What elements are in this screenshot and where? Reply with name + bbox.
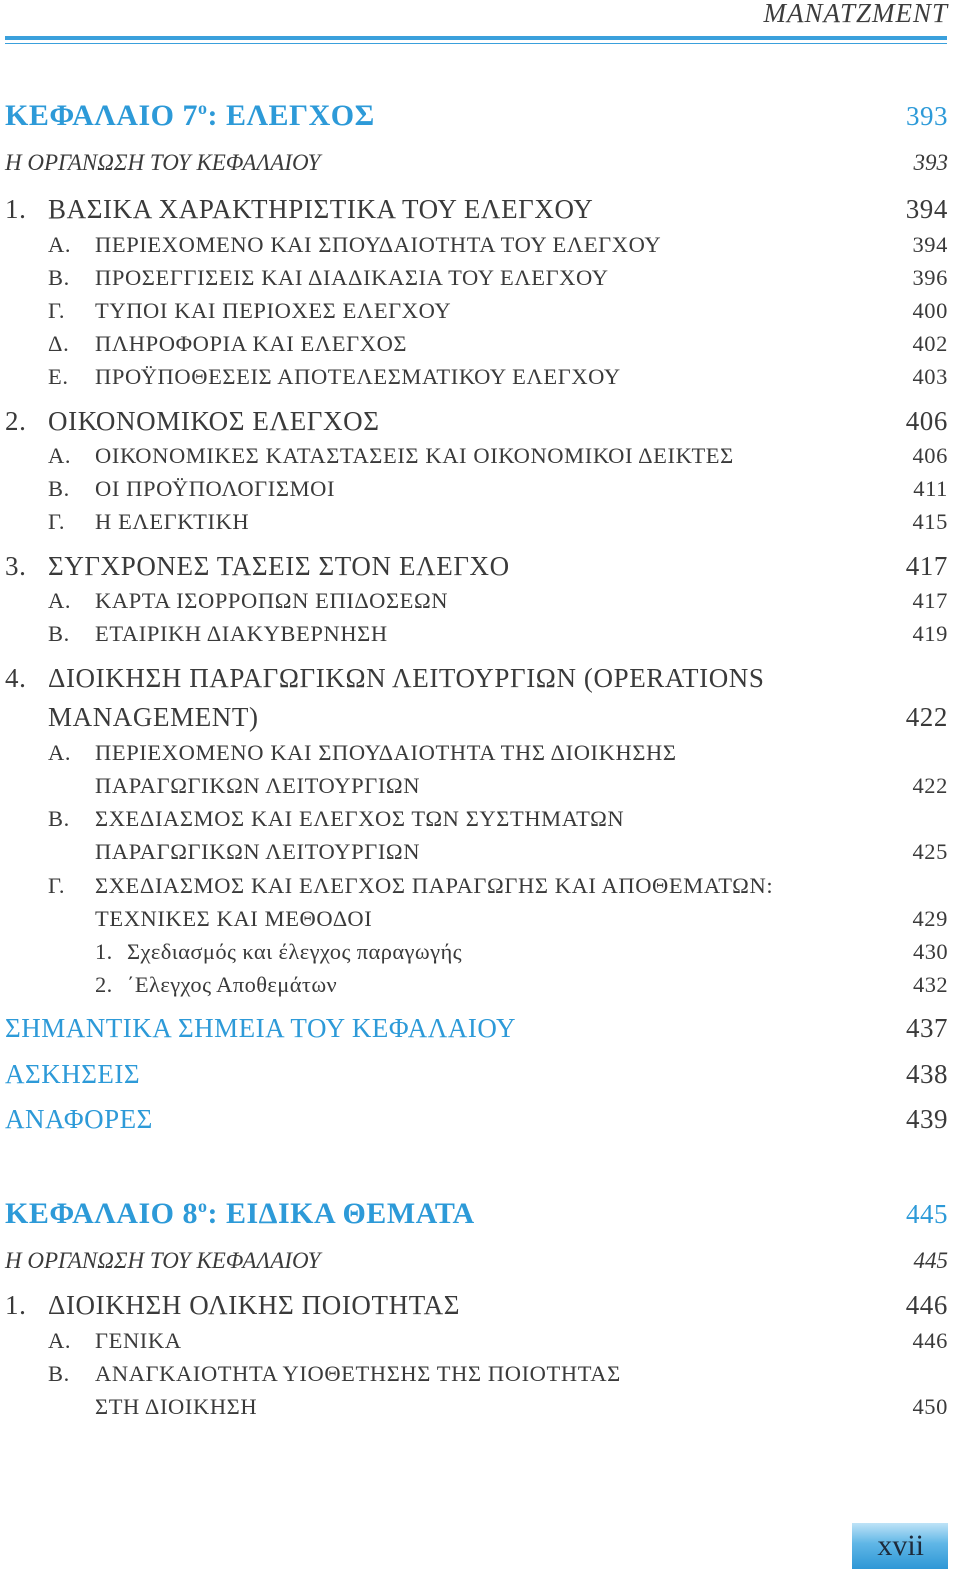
chapter-7-page: 393 xyxy=(906,101,948,131)
subsubsection-4c1[interactable] xyxy=(5,939,948,965)
subsection-letter: Α. xyxy=(48,740,72,765)
section-number: 2. xyxy=(5,406,27,436)
section-title: ΟΙΚΟΝΟΜΙΚΟΣ ΕΛΕΓΧΟΣ xyxy=(48,406,380,436)
subsection-title: ΕΤΑΙΡΙΚΗ ΔΙΑΚΥΒΕΡΝΗΣΗ xyxy=(95,621,388,646)
section-number: 1. xyxy=(5,1290,27,1320)
section-page: 446 xyxy=(905,1290,948,1320)
subsection-letter: Β. xyxy=(48,476,70,501)
subsection-page: 422 xyxy=(912,773,948,798)
section-3[interactable] xyxy=(5,551,948,582)
subsection-page: 429 xyxy=(912,906,948,931)
ch8-subsection-1a[interactable] xyxy=(5,1328,948,1354)
subsection-title: ΠΛΗΡΟΦΟΡΙΑ ΚΑΙ ΕΛΕΓΧΟΣ xyxy=(95,331,408,356)
subsection-4a-line2[interactable] xyxy=(5,773,948,799)
section-page: 394 xyxy=(905,194,948,224)
subsubsection-number: 2. xyxy=(95,972,113,997)
subsection-page: 403 xyxy=(912,364,948,389)
section-title: ΒΑΣΙΚΑ ΧΑΡΑΚΤΗΡΙΣΤΙΚΑ ΤΟΥ ΕΛΕΓΧΟΥ xyxy=(48,194,594,224)
subsection-title-continued: ΤΕΧΝΙΚΕΣ ΚΑΙ ΜΕΘΟΔΟΙ xyxy=(95,906,373,931)
organization-page: 445 xyxy=(913,1248,948,1273)
section-title: ΔΙΟΙΚΗΣΗ ΟΛΙΚΗΣ ΠΟΙΟΤΗΤΑΣ xyxy=(48,1290,461,1320)
page-number-badge xyxy=(852,1523,948,1569)
subsection-3b[interactable] xyxy=(5,621,948,647)
key-points-page: 437 xyxy=(906,1013,948,1043)
section-page: 422 xyxy=(905,702,948,732)
chapter-7-organization[interactable] xyxy=(5,150,948,176)
subsection-4b-line2[interactable] xyxy=(5,839,948,865)
subsection-page: 402 xyxy=(912,331,948,356)
subsection-page: 446 xyxy=(912,1328,948,1353)
subsection-1b[interactable] xyxy=(5,265,948,291)
chapter-8-organization[interactable] xyxy=(5,1248,948,1274)
subsection-page: 419 xyxy=(912,621,948,646)
subsection-1c[interactable] xyxy=(5,298,948,324)
subsection-letter: Β. xyxy=(48,806,70,831)
subsection-title: ΤΥΠΟΙ ΚΑΙ ΠΕΡΙΟΧΕΣ ΕΛΕΓΧΟΥ xyxy=(95,298,452,323)
subsection-2c[interactable] xyxy=(5,509,948,535)
subsection-title-continued: ΠΑΡΑΓΩΓΙΚΩΝ ΛΕΙΤΟΥΡΓΙΩΝ xyxy=(95,839,421,864)
subsection-title: ΓΕΝΙΚΑ xyxy=(95,1328,182,1353)
subsection-page: 394 xyxy=(912,232,948,257)
subsubsection-title: Σχεδιασμός και έλεγχος παραγωγής xyxy=(127,939,462,964)
subsection-3a[interactable] xyxy=(5,588,948,614)
subsection-title: ΟΙ ΠΡΟΫΠΟΛΟΓΙΣΜΟΙ xyxy=(95,476,336,501)
subsection-page: 417 xyxy=(912,588,948,613)
exercises-page: 438 xyxy=(906,1059,948,1089)
subsection-letter: Β. xyxy=(48,1361,70,1386)
subsection-page: 411 xyxy=(913,476,948,501)
organization-label: Η ΟΡΓΑΝΩΣΗ ΤΟΥ ΚΕΦΑΛΑΙΟΥ xyxy=(5,1248,321,1273)
subsection-4b-line1[interactable] xyxy=(5,806,624,832)
section-title: ΔΙΟΙΚΗΣΗ ΠΑΡΑΓΩΓΙΚΩΝ ΛΕΙΤΟΥΡΓΙΩΝ (OPERATIONS xyxy=(48,663,765,693)
subsection-page: 396 xyxy=(912,265,948,290)
subsection-letter: Γ. xyxy=(48,509,66,534)
subsection-1e[interactable] xyxy=(5,364,948,390)
subsection-1d[interactable] xyxy=(5,331,948,357)
subsection-title: ΣΧΕΔΙΑΣΜΟΣ ΚΑΙ ΕΛΕΓΧΟΣ ΠΑΡΑΓΩΓΗΣ ΚΑΙ ΑΠΟΘΕΜΑΤΩΝ: xyxy=(95,873,774,898)
subsection-title-continued: ΣΤΗ ΔΙΟΙΚΗΣΗ xyxy=(95,1394,258,1419)
subsubsection-4c2[interactable] xyxy=(5,972,948,998)
chapter-7-title: ΚΕΦΑΛΑΙΟ $7^o$: ΕΛΕΓΧΟΣ xyxy=(5,98,375,132)
exercises-entry[interactable] xyxy=(5,1059,948,1090)
subsection-title-continued: ΠΑΡΑΓΩΓΙΚΩΝ ΛΕΙΤΟΥΡΓΙΩΝ xyxy=(95,773,421,798)
section-number: 3. xyxy=(5,551,27,581)
exercises-label: ΑΣΚΗΣΕΙΣ xyxy=(5,1059,141,1089)
subsection-letter: Α. xyxy=(48,588,72,613)
subsection-letter: Β. xyxy=(48,621,70,646)
organization-page: 393 xyxy=(913,150,948,175)
subsection-letter: Α. xyxy=(48,443,72,468)
section-page: 417 xyxy=(905,551,948,581)
subsection-letter: Α. xyxy=(48,232,72,257)
subsection-letter: Γ. xyxy=(48,873,66,898)
subsection-1a[interactable] xyxy=(5,232,948,258)
subsubsection-title: ΄Ελεγχος Αποθεμάτων xyxy=(127,972,338,997)
subsection-title: ΠΡΟΫΠΟΘΕΣΕΙΣ ΑΠΟΤΕΛΕΣΜΑΤΙΚΟΥ ΕΛΕΓΧΟΥ xyxy=(95,364,621,389)
ch8-subsection-1b-line2[interactable] xyxy=(5,1394,948,1420)
key-points-entry[interactable] xyxy=(5,1013,948,1044)
subsection-4c-line2[interactable] xyxy=(5,906,948,932)
references-page: 439 xyxy=(906,1104,948,1134)
page-number: xvii xyxy=(877,1529,924,1562)
subsection-letter: Α. xyxy=(48,1328,72,1353)
key-points-label: ΣΗΜΑΝΤΙΚΑ ΣΗΜΕΙΑ ΤΟΥ ΚΕΦΑΛΑΙΟΥ xyxy=(5,1013,516,1043)
subsection-title: Η ΕΛΕΓΚΤΙΚΗ xyxy=(95,509,250,534)
section-number: 4. xyxy=(5,663,27,693)
chapter-7-heading[interactable] xyxy=(5,98,948,133)
subsection-4c-line1[interactable] xyxy=(5,873,773,899)
running-head: ΜΑΝΑΤΖΜΕΝΤ xyxy=(763,0,948,28)
ch8-subsection-1b-line1[interactable] xyxy=(5,1361,621,1387)
references-label: ΑΝΑΦΟΡΕΣ xyxy=(5,1104,153,1134)
subsection-letter: Γ. xyxy=(48,298,66,323)
subsection-title: ΑΝΑΓΚΑΙΟΤΗΤΑ ΥΙΟΘΕΤΗΣΗΣ ΤΗΣ ΠΟΙΟΤΗΤΑΣ xyxy=(95,1361,621,1386)
subsection-letter: Ε. xyxy=(48,364,69,389)
subsection-title: ΟΙΚΟΝΟΜΙΚΕΣ ΚΑΤΑΣΤΑΣΕΙΣ ΚΑΙ ΟΙΚΟΝΟΜΙΚΟΙ ΔΕΙΚΤΕΣ xyxy=(95,443,734,468)
references-entry[interactable] xyxy=(5,1104,948,1135)
subsubsection-number: 1. xyxy=(95,939,113,964)
section-1[interactable] xyxy=(5,194,948,225)
subsection-2a[interactable] xyxy=(5,443,948,469)
subsection-page: 415 xyxy=(912,509,948,534)
section-4-line2[interactable] xyxy=(5,702,948,733)
subsection-letter: Δ. xyxy=(48,331,70,356)
subsection-2b[interactable] xyxy=(5,476,948,502)
subsection-title: ΠΕΡΙΕΧΟΜΕΝΟ ΚΑΙ ΣΠΟΥΔΑΙΟΤΗΤΑ ΤΟΥ ΕΛΕΓΧΟΥ xyxy=(95,232,662,257)
section-number: 1. xyxy=(5,194,27,224)
subsection-page: 406 xyxy=(912,443,948,468)
subsection-4a-line1[interactable] xyxy=(5,740,677,766)
ch8-section-1[interactable] xyxy=(5,1290,948,1321)
chapter-8-title: ΚΕΦΑΛΑΙΟ $8^o$: ΕΙΔΙΚΑ ΘΕΜΑΤΑ xyxy=(5,1196,475,1230)
subsubsection-page: 430 xyxy=(913,939,948,964)
organization-label: Η ΟΡΓΑΝΩΣΗ ΤΟΥ ΚΕΦΑΛΑΙΟΥ xyxy=(5,150,321,175)
section-title-continued: MANAGEMENT) xyxy=(48,702,259,732)
subsubsection-page: 432 xyxy=(913,972,948,997)
section-page: 406 xyxy=(905,406,948,436)
subsection-letter: Β. xyxy=(48,265,70,290)
section-4-line1[interactable] xyxy=(5,663,765,694)
subsection-title: ΚΑΡΤΑ ΙΣΟΡΡΟΠΩΝ ΕΠΙΔΟΣΕΩΝ xyxy=(95,588,449,613)
section-2[interactable] xyxy=(5,406,948,437)
section-title: ΣΥΓΧΡΟΝΕΣ ΤΑΣΕΙΣ ΣΤΟΝ ΕΛΕΓΧΟ xyxy=(48,551,510,581)
chapter-8-heading[interactable] xyxy=(5,1196,948,1231)
chapter-8-page: 445 xyxy=(906,1199,948,1229)
subsection-title: ΣΧΕΔΙΑΣΜΟΣ ΚΑΙ ΕΛΕΓΧΟΣ ΤΩΝ ΣΥΣΤΗΜΑΤΩΝ xyxy=(95,806,625,831)
subsection-page: 450 xyxy=(912,1394,948,1419)
subsection-page: 425 xyxy=(912,839,948,864)
subsection-title: ΠΡΟΣΕΓΓΙΣΕΙΣ ΚΑΙ ΔΙΑΔΙΚΑΣΙΑ ΤΟΥ ΕΛΕΓΧΟΥ xyxy=(95,265,609,290)
subsection-page: 400 xyxy=(912,298,948,323)
subsection-title: ΠΕΡΙΕΧΟΜΕΝΟ ΚΑΙ ΣΠΟΥΔΑΙΟΤΗΤΑ ΤΗΣ ΔΙΟΙΚΗΣΗΣ xyxy=(95,740,677,765)
